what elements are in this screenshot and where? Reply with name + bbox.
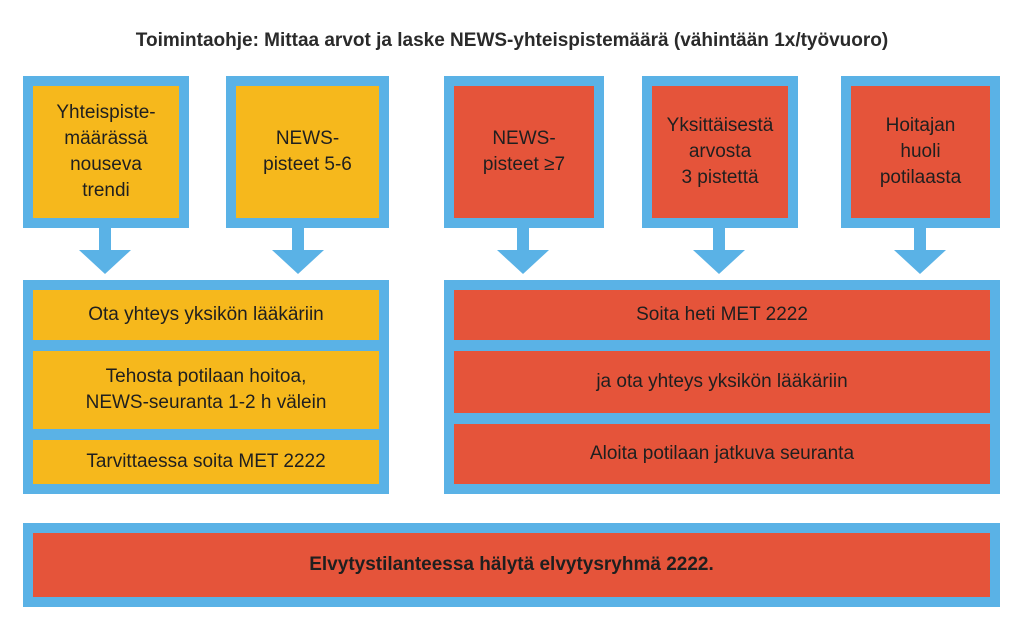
arrow-down-icon [894, 228, 946, 274]
trigger-news-5-6: NEWS- pisteet 5-6 [236, 86, 379, 218]
trigger-frame-nurse-concern [841, 76, 1000, 228]
resuscitation-instruction: Elvytystilanteessa hälytä elvytysryhmä 2222. [33, 533, 990, 597]
right-action-contact-doctor: ja ota yhteys yksikön lääkäriin [454, 351, 990, 413]
left-action-panel [23, 280, 389, 494]
right-action-panel [444, 280, 1000, 494]
trigger-nurse-concern: Hoitajan huoli potilaasta [851, 86, 990, 218]
trigger-single-value: Yksittäisestä arvosta 3 pistettä [652, 86, 788, 218]
right-action-continuous-monitoring: Aloita potilaan jatkuva seuranta [454, 424, 990, 484]
trigger-frame-single-value [642, 76, 798, 228]
right-action-call-met: Soita heti MET 2222 [454, 290, 990, 340]
arrow-down-icon [79, 228, 131, 274]
arrow-down-icon [497, 228, 549, 274]
trigger-trend: Yhteispiste- määrässä nouseva trendi [33, 86, 179, 218]
left-action-call-met: Tarvittaessa soita MET 2222 [33, 440, 379, 484]
trigger-frame-news-5-6 [226, 76, 389, 228]
trigger-news-7: NEWS- pisteet ≥7 [454, 86, 594, 218]
arrow-down-icon [693, 228, 745, 274]
resuscitation-panel [23, 523, 1000, 607]
trigger-frame-trend [23, 76, 189, 228]
trigger-frame-news-7 [444, 76, 604, 228]
page-title: Toimintaohje: Mittaa arvot ja laske NEWS-yhteispistemäärä (vähintään 1x/työvuoro) [135, 30, 889, 51]
left-action-contact-doctor: Ota yhteys yksikön lääkäriin [33, 290, 379, 340]
left-action-intensify-care: Tehosta potilaan hoitoa, NEWS-seuranta 1-2 h välein [33, 351, 379, 429]
arrow-down-icon [272, 228, 324, 274]
